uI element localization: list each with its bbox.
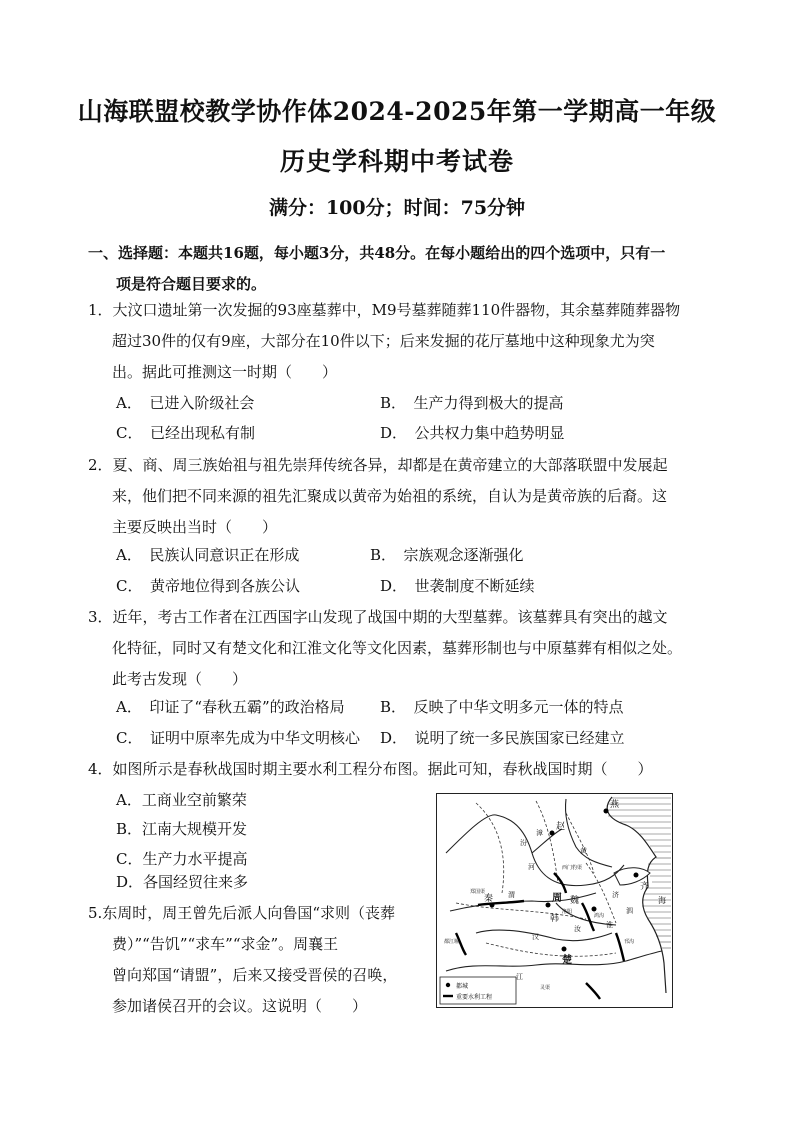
section-heading [88, 238, 710, 300]
map-legend [440, 977, 516, 1004]
section-line-1: 一、选择题：本题共16题，每小题3分，共48分。在每小题给出的四个选项中，只有一 [88, 244, 666, 262]
legend-capital-icon [446, 983, 450, 987]
map-label-wei: 魏 [570, 896, 580, 906]
q4-option-b[interactable]: B．江南大规模开发 [116, 820, 248, 838]
q1-line-2: 超过30件的仅有9座，大部分在10件以下；后来发掘的花厅墓地中这种现象尤为突 [112, 332, 655, 350]
q4-option-c[interactable]: C．生产力水平提高 [116, 850, 248, 868]
map-label-chu: 楚 [562, 955, 572, 966]
q2-option-a[interactable]: A． 民族认同意识正在形成 [116, 546, 300, 564]
map-label-han: 韩 [550, 914, 560, 924]
water-projects-map [436, 793, 673, 1008]
q1-line-1: 1．大汶口遗址第一次发掘的93座墓葬中，M9号墓葬随葬110件器物，其余墓葬随葬器物 [88, 301, 681, 319]
map-label-honggou: 鸿沟 [594, 913, 605, 919]
q1-line-3: 出。据此可推测这一时期（ ） [112, 363, 338, 381]
q2-line-1: 2．夏、商、周三族始祖与祖先崇拜传统各异，却都是在黄帝建立的大部落联盟中发展起 [88, 456, 668, 474]
q4-line-1: 4．如图所示是春秋战国时期主要水利工程分布图。据此可知，春秋战国时期（ ） [88, 760, 653, 778]
map-label-river-he: 河 [528, 863, 535, 871]
q5-line-3: 曾向郑国“请盟”，后来又接受晋侯的召唤， [112, 966, 398, 984]
q3-option-c[interactable]: C． 证明中原率先成为中华文明核心 [116, 729, 360, 747]
q1-option-d[interactable]: D． 公共权力集中趋势明显 [380, 424, 565, 442]
q3-line-2: 化特征，同时又有楚文化和江淮文化等文化因素，墓葬形制也与中原墓葬有相似之处。 [112, 639, 683, 657]
q2-line-2: 来，他们把不同来源的祖先汇聚成以黄帝为始祖的系统，自认为是黄帝族的后裔。这 [112, 487, 668, 505]
map-label-ximenbaoqu: 西门豹渠 [562, 865, 583, 871]
q5-line-1: 5.东周时，周王曾先后派人向鲁国“求则（丧葬 [88, 904, 395, 922]
question-1 [88, 295, 710, 388]
legend-canal-label: 重要水利工程 [456, 994, 493, 1001]
q3-line-3: 此考古发现（ ） [112, 670, 248, 688]
exam-title: 山海联盟校教学协作体2024-2025年第一学期高一年级 [77, 97, 717, 126]
score-time: 满分：100分；时间：75分钟 [268, 197, 526, 219]
map-label-zhao: 赵 [556, 822, 566, 832]
map-label-river-huai: 淮 [606, 921, 613, 929]
exam-subtitle: 历史学科期中考试卷 [279, 147, 514, 176]
map-label-sea: 海 [658, 896, 666, 905]
q4-option-a[interactable]: A．工商业空前繁荣 [116, 791, 247, 809]
q5-line-2: 费）”“告饥”“求车”“求金”。周襄王 [112, 935, 339, 953]
q1-option-a[interactable]: A． 已进入阶级社会 [116, 394, 255, 412]
q2-option-d[interactable]: D． 世袭制度不断延续 [380, 577, 535, 595]
map-label-river-si: 泗 [626, 907, 633, 915]
map-label-dujiangyan: 都江堰 [444, 939, 460, 945]
q3-option-b[interactable]: B． 反映了中华文明多元一体的特点 [380, 698, 624, 716]
map-label-lingqu: 灵渠 [540, 985, 551, 991]
map-label-river-han: 汉 [532, 933, 539, 941]
question-3 [88, 602, 710, 695]
map-label-qi: 齐 [640, 882, 650, 892]
q2-option-b[interactable]: B． 宗族观念逐渐强化 [370, 546, 524, 564]
q2-option-c[interactable]: C． 黄帝地位得到各族公认 [116, 577, 300, 595]
map-label-zhou: 周 [552, 893, 562, 904]
map-label-river-huang: 黄 [580, 847, 587, 855]
map-label-hangou: 邗沟 [624, 939, 635, 945]
map-label-river-ji: 济 [612, 891, 619, 899]
map-label-luoyang: 洛阳 [562, 909, 573, 915]
q4-option-d[interactable]: D．各国经贸往来多 [116, 873, 249, 891]
map-label-river-fen: 汾 [520, 839, 527, 847]
q2-line-3: 主要反映出当时（ ） [112, 518, 278, 536]
map-label-river-ru: 汝 [574, 925, 581, 933]
q5-line-4: 参加诸侯召开的会议。这说明（ ） [112, 997, 368, 1015]
q3-line-1: 3．近年，考古工作者在江西国字山发现了战国中期的大型墓葬。该墓葬具有突出的越文 [88, 608, 668, 626]
map-label-zhengguoqu: 郑国渠 [470, 889, 486, 895]
map-label-river-wei: 渭 [508, 891, 515, 899]
map-label-yan: 燕 [610, 800, 620, 810]
q1-option-c[interactable]: C． 已经出现私有制 [116, 424, 255, 442]
question-4 [88, 754, 710, 785]
section-line-2: 项是符合题目要求的。 [116, 275, 267, 293]
map-label-qin: 秦 [484, 894, 494, 904]
q3-option-d[interactable]: D． 说明了统一多民族国家已经建立 [380, 729, 625, 747]
q1-option-b[interactable]: B． 生产力得到极大的提高 [380, 394, 564, 412]
map-label-river-jiang: 江 [516, 973, 523, 981]
map-label-river-zhang: 漳 [536, 829, 543, 837]
q3-option-a[interactable]: A． 印证了“春秋五霸”的政治格局 [116, 698, 345, 716]
question-2 [88, 450, 710, 543]
legend-capital-label: 都城 [456, 983, 469, 990]
